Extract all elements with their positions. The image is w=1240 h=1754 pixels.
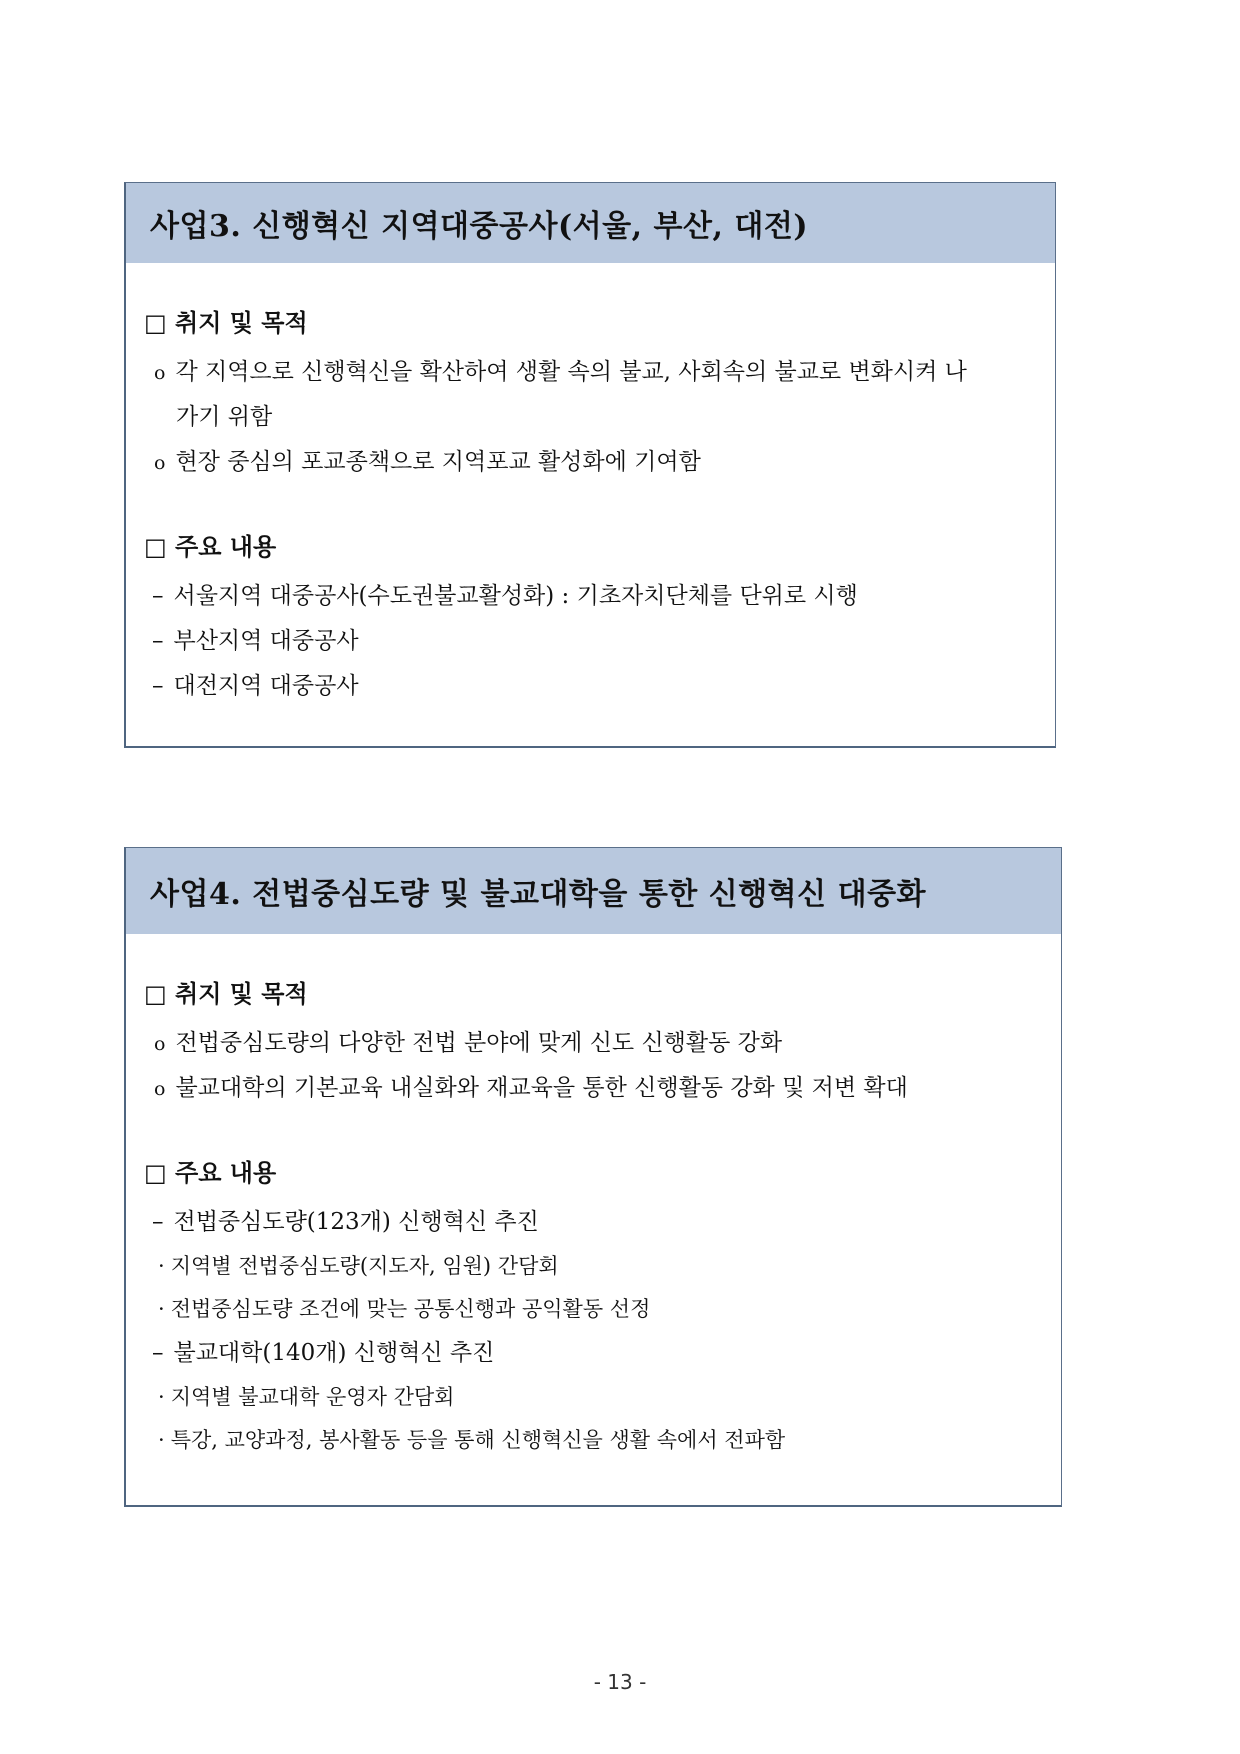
purpose-item-text: 불교대학의 기본교육 내실화와 재교육을 통한 신행활동 강화 및 저변 확대 <box>175 1075 908 1101</box>
content-subitem <box>144 1288 1061 1331</box>
bullet-circle: o <box>154 452 166 474</box>
content-item <box>144 1331 1061 1376</box>
content-item <box>144 619 1055 664</box>
page-number: - 13 - <box>593 1670 647 1694</box>
project-4-title: 사업4. 전법중심도량 및 불교대학을 통한 신행혁신 대중화 <box>126 848 1061 934</box>
bullet-dash: – <box>152 1340 164 1366</box>
purpose-item <box>144 1021 1061 1066</box>
content-subitem <box>144 1245 1061 1288</box>
project-3-body <box>126 263 1055 709</box>
purpose-heading: □ 취지 및 목적 <box>144 979 308 1008</box>
purpose-item-continuation: 가기 위함 <box>176 404 273 430</box>
bullet-circle: o <box>154 1078 166 1100</box>
bullet-dash: – <box>152 628 164 654</box>
purpose-item <box>144 350 1055 395</box>
content-item-text: 서울지역 대중공사(수도권불교활성화) : 기초자치단체를 단위로 시행 <box>173 583 858 609</box>
content-subitem-text: 지역별 전법중심도량(지도자, 임원) 간담회 <box>170 1254 559 1278</box>
content-subitem <box>144 1419 1061 1462</box>
content-subitem-text: 전법중심도량 조건에 맞는 공통신행과 공익활동 선정 <box>170 1297 651 1321</box>
content-subitem <box>144 1376 1061 1419</box>
project-4-body <box>126 934 1061 1462</box>
content-item-text: 대전지역 대중공사 <box>173 673 359 699</box>
purpose-item-text: 전법중심도량의 다양한 전법 분야에 맞게 신도 신행활동 강화 <box>175 1030 783 1056</box>
content-item-text: 불교대학(140개) 신행혁신 추진 <box>173 1340 495 1366</box>
content-item-text: 전법중심도량(123개) 신행혁신 추진 <box>173 1209 539 1235</box>
purpose-item <box>144 440 1055 485</box>
purpose-item-text: 현장 중심의 포교종책으로 지역포교 활성화에 기여함 <box>175 449 701 475</box>
content-item-text: 부산지역 대중공사 <box>173 628 359 654</box>
content-heading: □ 주요 내용 <box>144 532 277 561</box>
bullet-dot: · <box>158 1385 165 1409</box>
bullet-circle: o <box>154 362 166 384</box>
purpose-item-text: 각 지역으로 신행혁신을 확산하여 생활 속의 불교, 사회속의 불교로 변화시켜 나 <box>175 359 967 385</box>
bullet-dash: – <box>152 583 164 609</box>
bullet-dash: – <box>152 1209 164 1235</box>
purpose-item <box>144 1066 1061 1111</box>
bullet-dot: · <box>158 1428 165 1452</box>
content-subitem-text: 지역별 불교대학 운영자 간담회 <box>170 1385 455 1409</box>
project-4-box <box>124 847 1062 1507</box>
project-3-box <box>124 182 1056 748</box>
content-item <box>144 1200 1061 1245</box>
bullet-dot: · <box>158 1297 165 1321</box>
content-subitem-text: 특강, 교양과정, 봉사활동 등을 통해 신행혁신을 생활 속에서 전파함 <box>170 1428 786 1452</box>
content-heading: □ 주요 내용 <box>144 1158 277 1187</box>
bullet-circle: o <box>154 1033 166 1055</box>
bullet-dash: – <box>152 673 164 699</box>
bullet-dot: · <box>158 1254 165 1278</box>
content-item <box>144 574 1055 619</box>
purpose-heading: □ 취지 및 목적 <box>144 308 308 337</box>
content-item <box>144 664 1055 709</box>
project-3-title: 사업3. 신행혁신 지역대중공사(서울, 부산, 대전) <box>126 183 1055 263</box>
